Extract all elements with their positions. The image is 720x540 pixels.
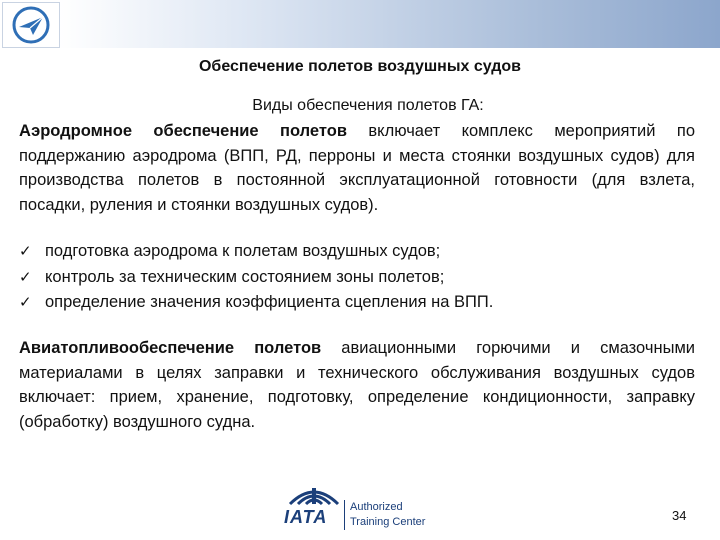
aerodrome-text: включает комплекс мероприятий по поддержанию аэродрома (ВПП, РД, перроны и места стоянки воздушных судов) для производства полетов в постоянной эксплуатационной готовности (для взлета, посадки, руления и стоянки воздушных судов). [19, 122, 695, 214]
list-item [19, 265, 695, 291]
iata-wordmark: IATA [284, 507, 328, 527]
aerodrome-task-list [19, 239, 695, 316]
aerodrome-heading: Аэродромное обеспечение полетов [19, 122, 347, 140]
fuel-supply-heading: Авиатопливообеспечение полетов [19, 339, 322, 357]
page-number: 34 [672, 508, 687, 523]
list-item [19, 290, 695, 316]
slide-title: Обеспечение полетов воздушных судов [198, 58, 522, 75]
fuel-supply-text: авиационными горючими и смазочными материалами в целях заправки и технического обслуживания воздушных судов включает: прием, хранение, подготовку, определение кондиционности, заправку (обработку) воздушного судна. [19, 339, 696, 431]
list-item-text: определение значения коэффициента сцепления на ВПП. [45, 293, 494, 311]
top-header-band [0, 0, 720, 48]
paper-plane-icon [3, 3, 59, 47]
atc-line-training-center: Training Center [350, 516, 426, 528]
top-logo [2, 2, 60, 48]
iata-training-center-logo [284, 486, 434, 534]
check-icon: ✓ [19, 268, 32, 286]
slide-subtitle: Виды обеспечения полетов ГА: [252, 97, 484, 114]
list-item-text: контроль за техническим состоянием зоны полетов; [45, 267, 445, 286]
list-item [19, 239, 695, 265]
logo-divider [344, 500, 345, 530]
check-icon: ✓ [19, 243, 32, 260]
iata-globe-icon [286, 486, 342, 508]
fuel-supply-paragraph [19, 336, 695, 434]
atc-line-authorized: Authorized [350, 501, 403, 513]
check-icon: ✓ [19, 294, 32, 311]
list-item-text: подготовка аэродрома к полетам воздушных судов; [45, 242, 441, 260]
aerodrome-paragraph [19, 119, 695, 217]
